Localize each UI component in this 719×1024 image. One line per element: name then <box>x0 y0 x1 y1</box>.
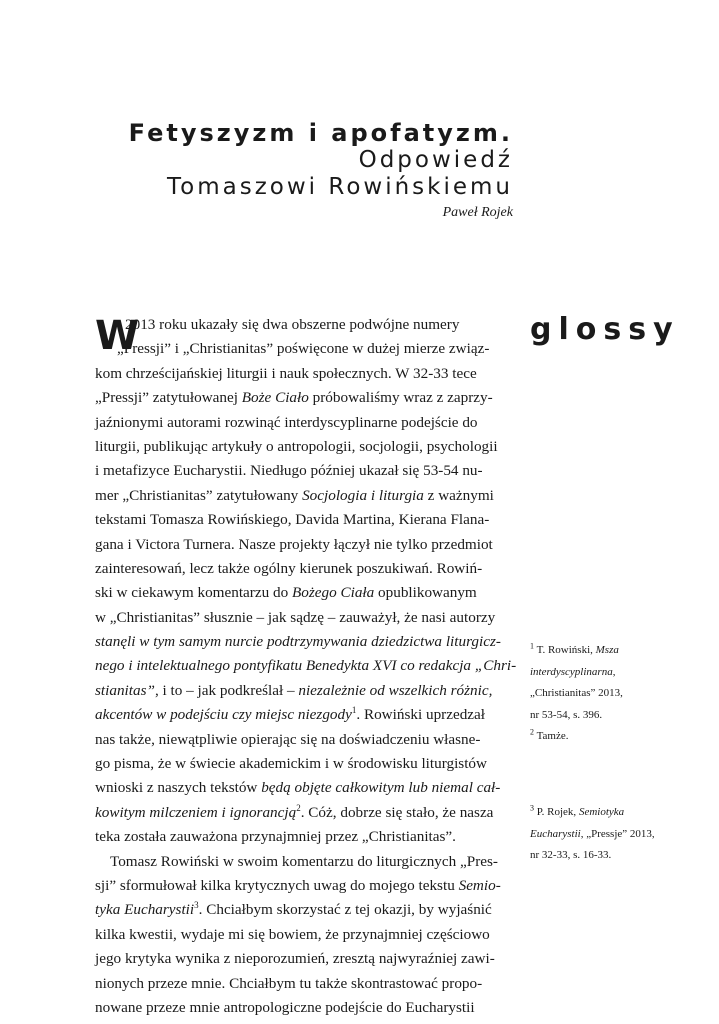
text-line: wnioski z naszych tekstów będą objęte całkowitym lub niemal cał- <box>95 779 501 797</box>
text-line: teka została zauważona przynajmniej przez „Christianitas”. <box>95 828 456 846</box>
footnote-1-cont: nr 53-54, s. 396. <box>530 708 603 721</box>
footnote-1-cont: „Christianitas” 2013, <box>530 687 623 699</box>
footnote-3-line: Eucharystii, „Pressje” 2013, <box>530 827 655 840</box>
text-line: w „Christianitas” słusznie – jak sądzę – zauważył, że nasi autorzy <box>95 608 496 626</box>
footnote-1-cont: interdyscyplinarna, <box>530 665 616 678</box>
title-line-2: Odpowiedź <box>358 147 513 173</box>
text-line: mer „Christianitas” zatytułowany Socjologia i liturgia z ważnymi <box>95 486 494 504</box>
text-line: ski w ciekawym komentarzu do Bożego Ciała opublikowanym <box>95 584 477 602</box>
text-line: go pisma, że w świecie akademickim i w środowisku liturgistów <box>95 755 487 773</box>
text-line: „Pressji” i „Christianitas” poświęcone w dużej mierze związ- <box>117 340 490 358</box>
author-name: Paweł Rojek <box>442 205 513 220</box>
footnote-2: $^2$ Tamże. <box>530 727 569 742</box>
text-line: tyka Eucharystii$^3$. Chciałbym skorzystać z tej okazji, by wyjaśnić <box>95 900 492 919</box>
footnotes-1-2 <box>530 640 710 748</box>
drop-cap: W <box>95 313 140 359</box>
text-line: kowitym milczeniem i ignorancją$^2$. Cóż, dobrze się stało, że nasza <box>95 802 494 821</box>
text-line: tekstami Tomasza Rowińskiego, Davida Martina, Kierana Flana- <box>95 511 490 529</box>
article-body <box>95 313 515 1020</box>
footnote-1: $^1$ T. Rowiński, Msza <box>530 641 619 656</box>
title-line-3: Tomaszowi Rowińskiemu <box>167 174 513 200</box>
text-line: i metafizyce Eucharystii. Niedługo później ukazał się 53-54 nu- <box>95 462 483 480</box>
footnote-3 <box>530 802 710 867</box>
text-line: akcentów w podejściu czy miejsc niezgody$^1$. Rowiński uprzedzał <box>95 705 486 724</box>
text-line: nowane przeze mnie antropologiczne podejście do Eucharystii <box>95 998 475 1016</box>
text-line: nas także, niewątpliwie opierając się na doświadczeniu własne- <box>95 730 481 748</box>
footnote-3-line: nr 32-33, s. 16-33. <box>530 849 612 861</box>
footnote-3-line: $^3$ P. Rojek, Semiotyka <box>530 803 625 818</box>
article-title <box>129 120 513 222</box>
text-line: stanęli w tym samym nurcie podtrzymywania dziedzictwa liturgicz- <box>95 633 501 651</box>
text-line: kom chrześcijańskiej liturgii i nauk społecznych. W 32-33 tece <box>95 364 477 382</box>
text-line: 2013 roku ukazały się dwa obszerne podwójne numery <box>125 316 460 333</box>
text-line: zainteresowań, lecz także ogólny kierunek poszukiwań. Rowiń- <box>95 559 483 577</box>
text-line: liturgii, publikując artykuły o antropologii, socjologii, psychologii <box>95 437 498 455</box>
text-line: jaźnionymi autorami rozwinąć interdyscyplinarne podejście do <box>95 413 478 431</box>
text-line: nego i intelektualnego pontyfikatu Benedykta XVI co redakcja „Chri- <box>95 657 517 675</box>
footnote-ref-1: 1 <box>351 705 357 716</box>
text-line: jego krytyka wynika z nieporozumień, zresztą najwyraźniej zawi- <box>95 950 495 968</box>
text-line: stianitas”, i to – jak podkreślał – niezależnie od wszelkich różnic, <box>95 681 493 699</box>
text-line: Tomasz Rowiński w swoim komentarzu do liturgicznych „Pres- <box>110 852 498 870</box>
section-label: glossy <box>530 312 680 347</box>
text-line: kilka kwestii, wydaje mi się bowiem, że przynajmniej częściowo <box>95 925 490 943</box>
title-line-1: Fetyszyzm i apofatyzm. <box>128 119 513 147</box>
footnote-ref-2: 2 <box>296 802 301 813</box>
text-line: „Pressji” zatytułowanej Boże Ciało próbowaliśmy wraz z zaprzy- <box>95 389 493 407</box>
text-line: gana i Victora Turnera. Nasze projekty łączył nie tylko przedmiot <box>95 535 493 553</box>
text-line: nionych przeze mnie. Chciałbym tu także skontrastować propo- <box>95 974 483 992</box>
footnote-ref-3: 3 <box>194 900 199 911</box>
text-line: sji” sformułował kilka krytycznych uwag do mojego tekstu Semio- <box>95 876 501 894</box>
